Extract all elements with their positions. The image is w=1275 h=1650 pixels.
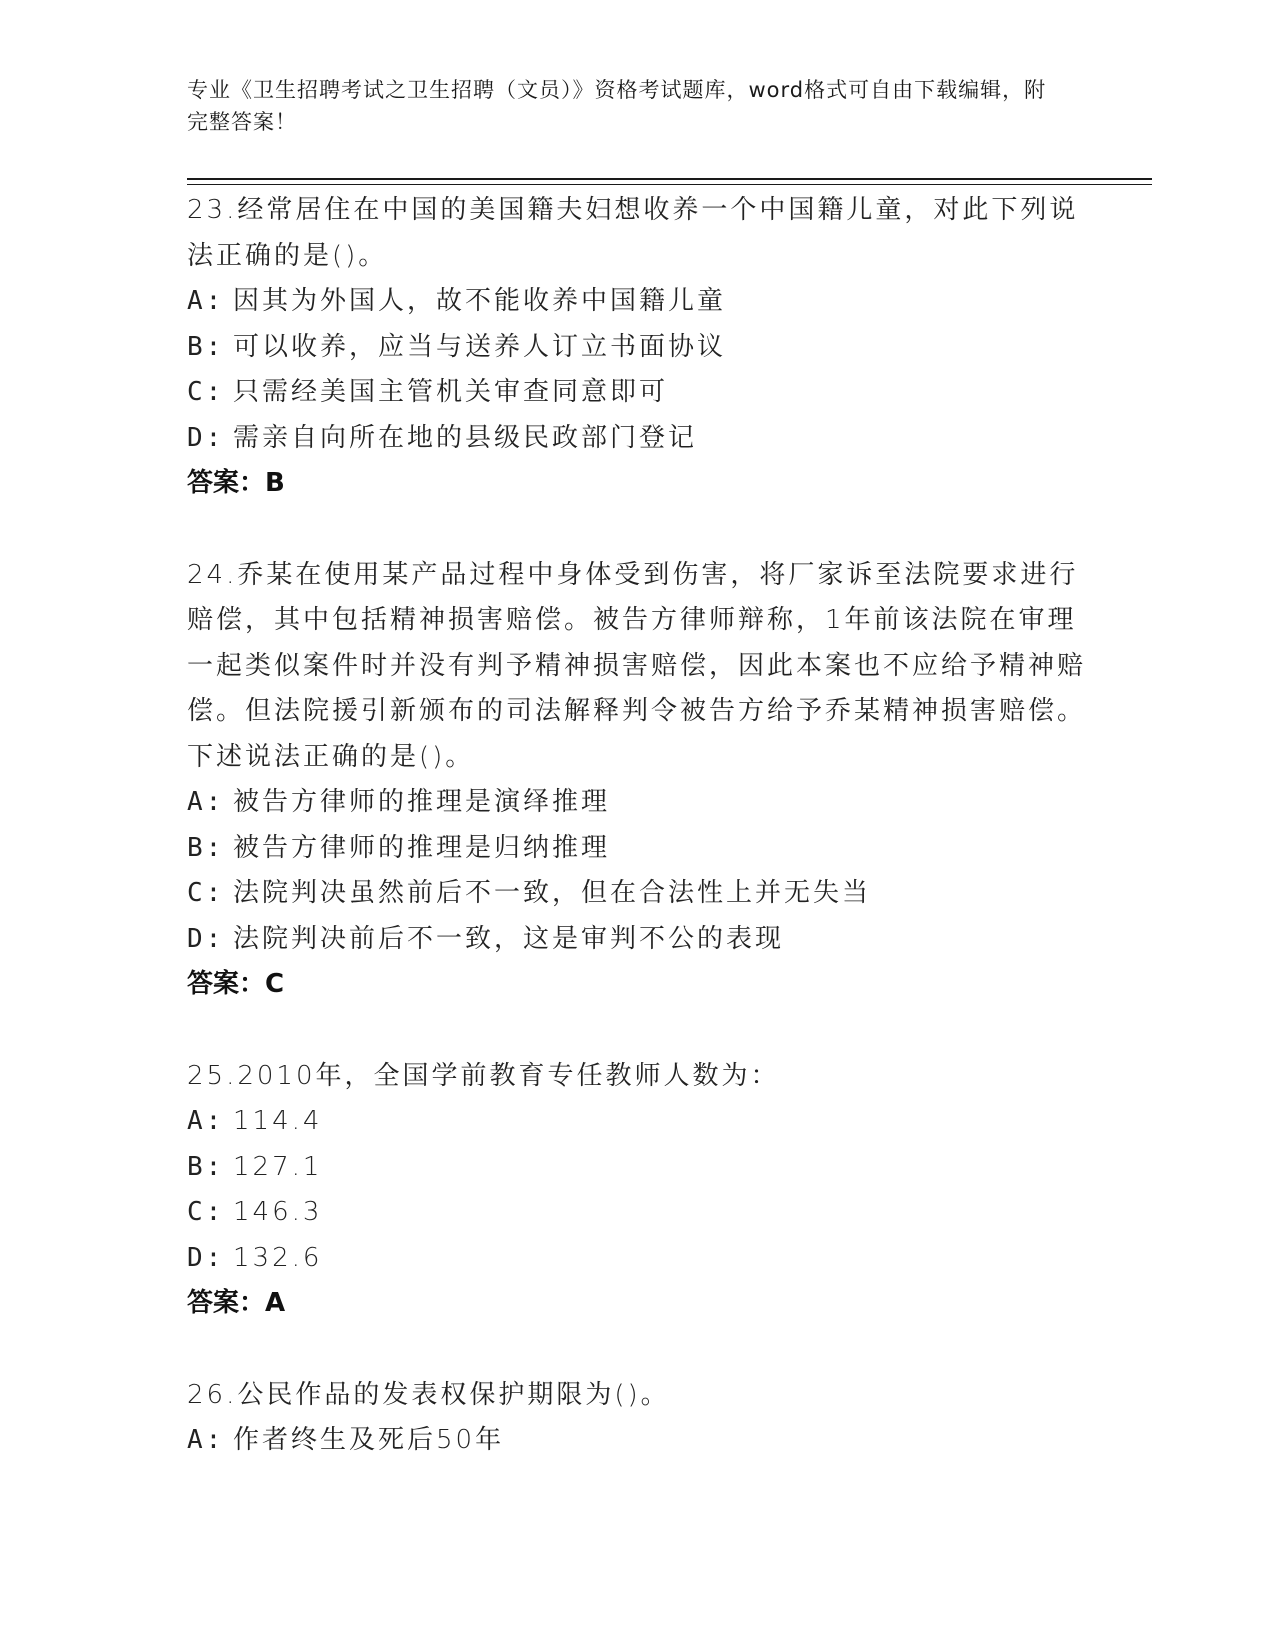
option-label: B:	[187, 1151, 225, 1182]
option-text: 法院判决虽然前后不一致，但在合法性上并无失当	[233, 878, 872, 908]
option-d	[187, 1236, 1087, 1282]
question-stem: 25.2010年，全国学前教育专任教师人数为：	[187, 1060, 780, 1091]
question-26	[187, 1373, 1087, 1464]
option-d	[187, 917, 1087, 963]
answer-line: 答案：A	[187, 1288, 286, 1318]
option-text: 法院判决前后不一致，这是审判不公的表现	[233, 923, 785, 954]
header-divider-thin	[187, 184, 1152, 185]
option-text: 需亲自向所在地的县级民政部门登记	[233, 422, 698, 453]
document-header: 专业《卫生招聘考试之卫生招聘（文员）》资格考试题库，word格式可自由下载编辑，附完整答案！	[187, 78, 1047, 134]
option-text: 114.4	[233, 1106, 323, 1136]
option-a	[187, 279, 1087, 325]
option-c	[187, 871, 1087, 917]
option-label: C:	[187, 1197, 225, 1227]
option-text: 132.6	[233, 1242, 323, 1273]
option-text: 被告方律师的推理是演绎推理	[233, 787, 611, 817]
option-label: C:	[187, 878, 225, 908]
option-c	[187, 1190, 1087, 1236]
option-label: D:	[187, 1242, 225, 1273]
option-b	[187, 826, 1087, 872]
option-text: 可以收养，应当与送养人订立书面协议	[233, 331, 727, 362]
option-label: A:	[187, 1106, 225, 1136]
option-label: B:	[187, 331, 225, 362]
question-stem: 24.乔某在使用某产品过程中身体受到伤害，将厂家诉至法院要求进行赔偿，其中包括精神损害赔偿。被告方律师辩称，1年前该法院在审理一起类似案件时并没有判予精神损害赔偿，因此本案也不应给予精神赔偿。但法院援引新颁布的司法解释判令被告方给予乔某精神损害赔偿。下述说法正确的是()。	[187, 559, 1087, 772]
option-text: 因其为外国人，故不能收养中国籍儿童	[233, 286, 727, 316]
question-25	[187, 1054, 1087, 1327]
option-label: C:	[187, 377, 225, 407]
option-a	[187, 1099, 1087, 1145]
option-a	[187, 1418, 1087, 1464]
question-list	[187, 188, 1087, 1510]
option-text: 被告方律师的推理是归纳推理	[233, 832, 611, 863]
question-23	[187, 188, 1087, 507]
option-label: A:	[187, 787, 225, 817]
option-b	[187, 1145, 1087, 1191]
option-c	[187, 370, 1087, 416]
question-stem: 23.经常居住在中国的美国籍夫妇想收养一个中国籍儿童，对此下列说法正确的是()。	[187, 195, 1079, 271]
option-text: 127.1	[233, 1151, 323, 1182]
header-divider-thick	[187, 178, 1152, 180]
option-label: D:	[187, 422, 225, 453]
option-text: 146.3	[233, 1197, 323, 1227]
question-24	[187, 553, 1087, 1008]
option-label: A:	[187, 1425, 225, 1455]
option-text: 作者终生及死后50年	[233, 1425, 505, 1455]
answer-line: 答案：B	[187, 468, 285, 498]
option-a	[187, 780, 1087, 826]
option-b	[187, 325, 1087, 371]
question-stem: 26.公民作品的发表权保护期限为()。	[187, 1379, 670, 1410]
option-label: B:	[187, 832, 225, 863]
option-label: D:	[187, 923, 225, 954]
option-text: 只需经美国主管机关审查同意即可	[233, 377, 669, 407]
option-d	[187, 416, 1087, 462]
option-label: A:	[187, 286, 225, 316]
answer-line: 答案：C	[187, 969, 285, 999]
